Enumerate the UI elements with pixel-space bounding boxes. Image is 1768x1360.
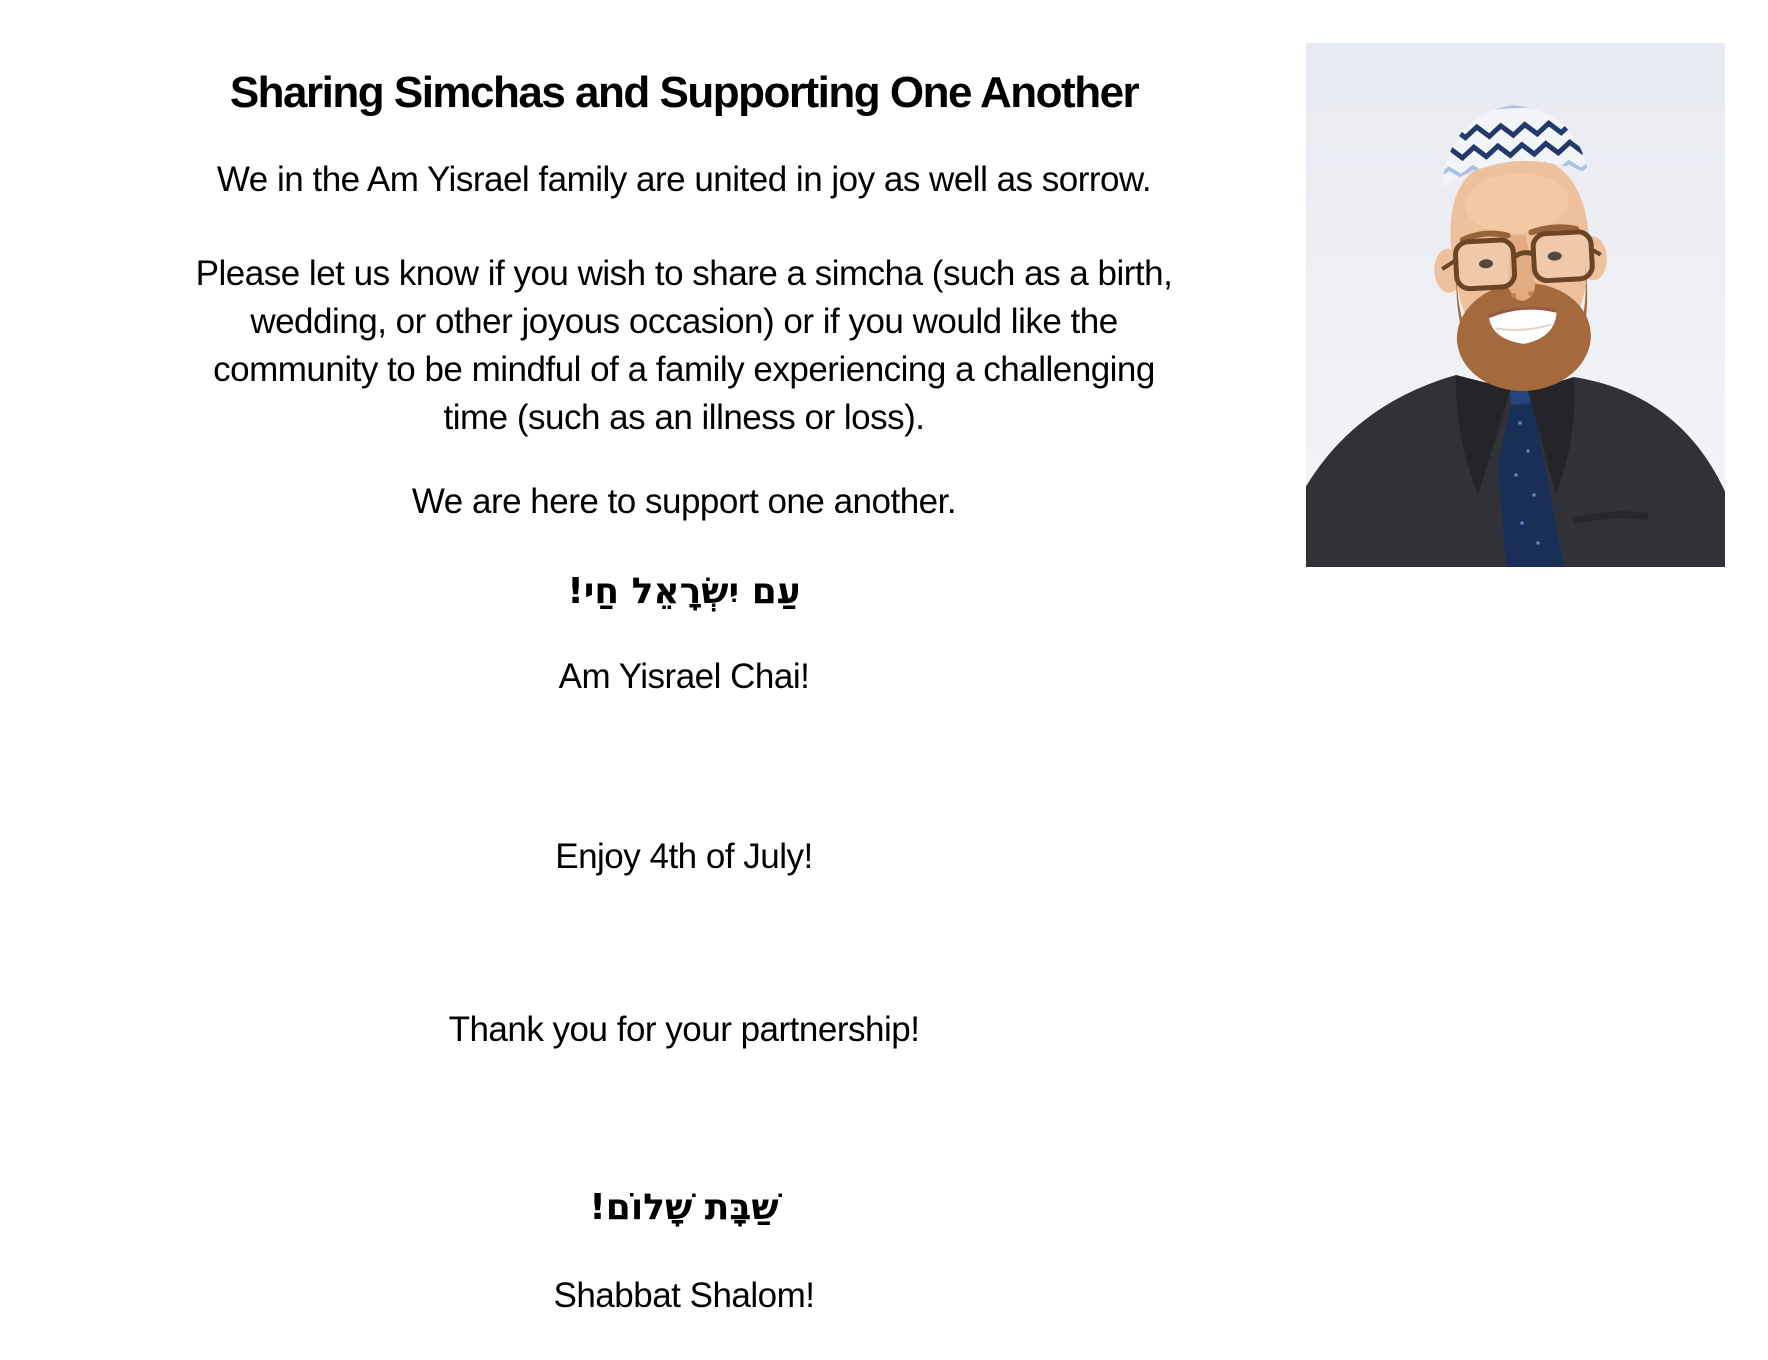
paragraph-support: We are here to support one another. xyxy=(411,482,957,521)
hebrew-shabbat-shalom: שַׁבָּת שָׁלוֹם! xyxy=(589,1187,779,1228)
paragraph-share-simcha-line-3: community to be mindful of a family experiencing a challenging xyxy=(213,350,1155,389)
hebrew-am-yisrael-chai: עַם יִשְׂרָאֵל חַי! xyxy=(567,571,801,612)
paragraph-united: We in the Am Yisrael family are united in joy as well as sorrow. xyxy=(216,160,1152,199)
paragraph-share-simcha-line-4: time (such as an illness or loss). xyxy=(443,398,925,437)
rabbi-portrait-illustration xyxy=(1306,43,1725,567)
paragraph-share-simcha-line-1: Please let us know if you wish to share a simcha (such as a birth, xyxy=(195,254,1173,293)
holiday-greeting: Enjoy 4th of July! xyxy=(555,837,813,876)
shabbat-shalom-transliteration: Shabbat Shalom! xyxy=(553,1276,815,1315)
partnership-thanks: Thank you for your partnership! xyxy=(448,1010,920,1049)
am-yisrael-chai-transliteration: Am Yisrael Chai! xyxy=(558,657,810,696)
paragraph-share-simcha-line-2: wedding, or other joyous occasion) or if you would like the xyxy=(250,302,1118,341)
paragraph-share-simcha xyxy=(0,250,1368,442)
page-title: Sharing Simchas and Supporting One Another xyxy=(229,68,1139,117)
rabbi-portrait-photo xyxy=(1306,43,1725,567)
